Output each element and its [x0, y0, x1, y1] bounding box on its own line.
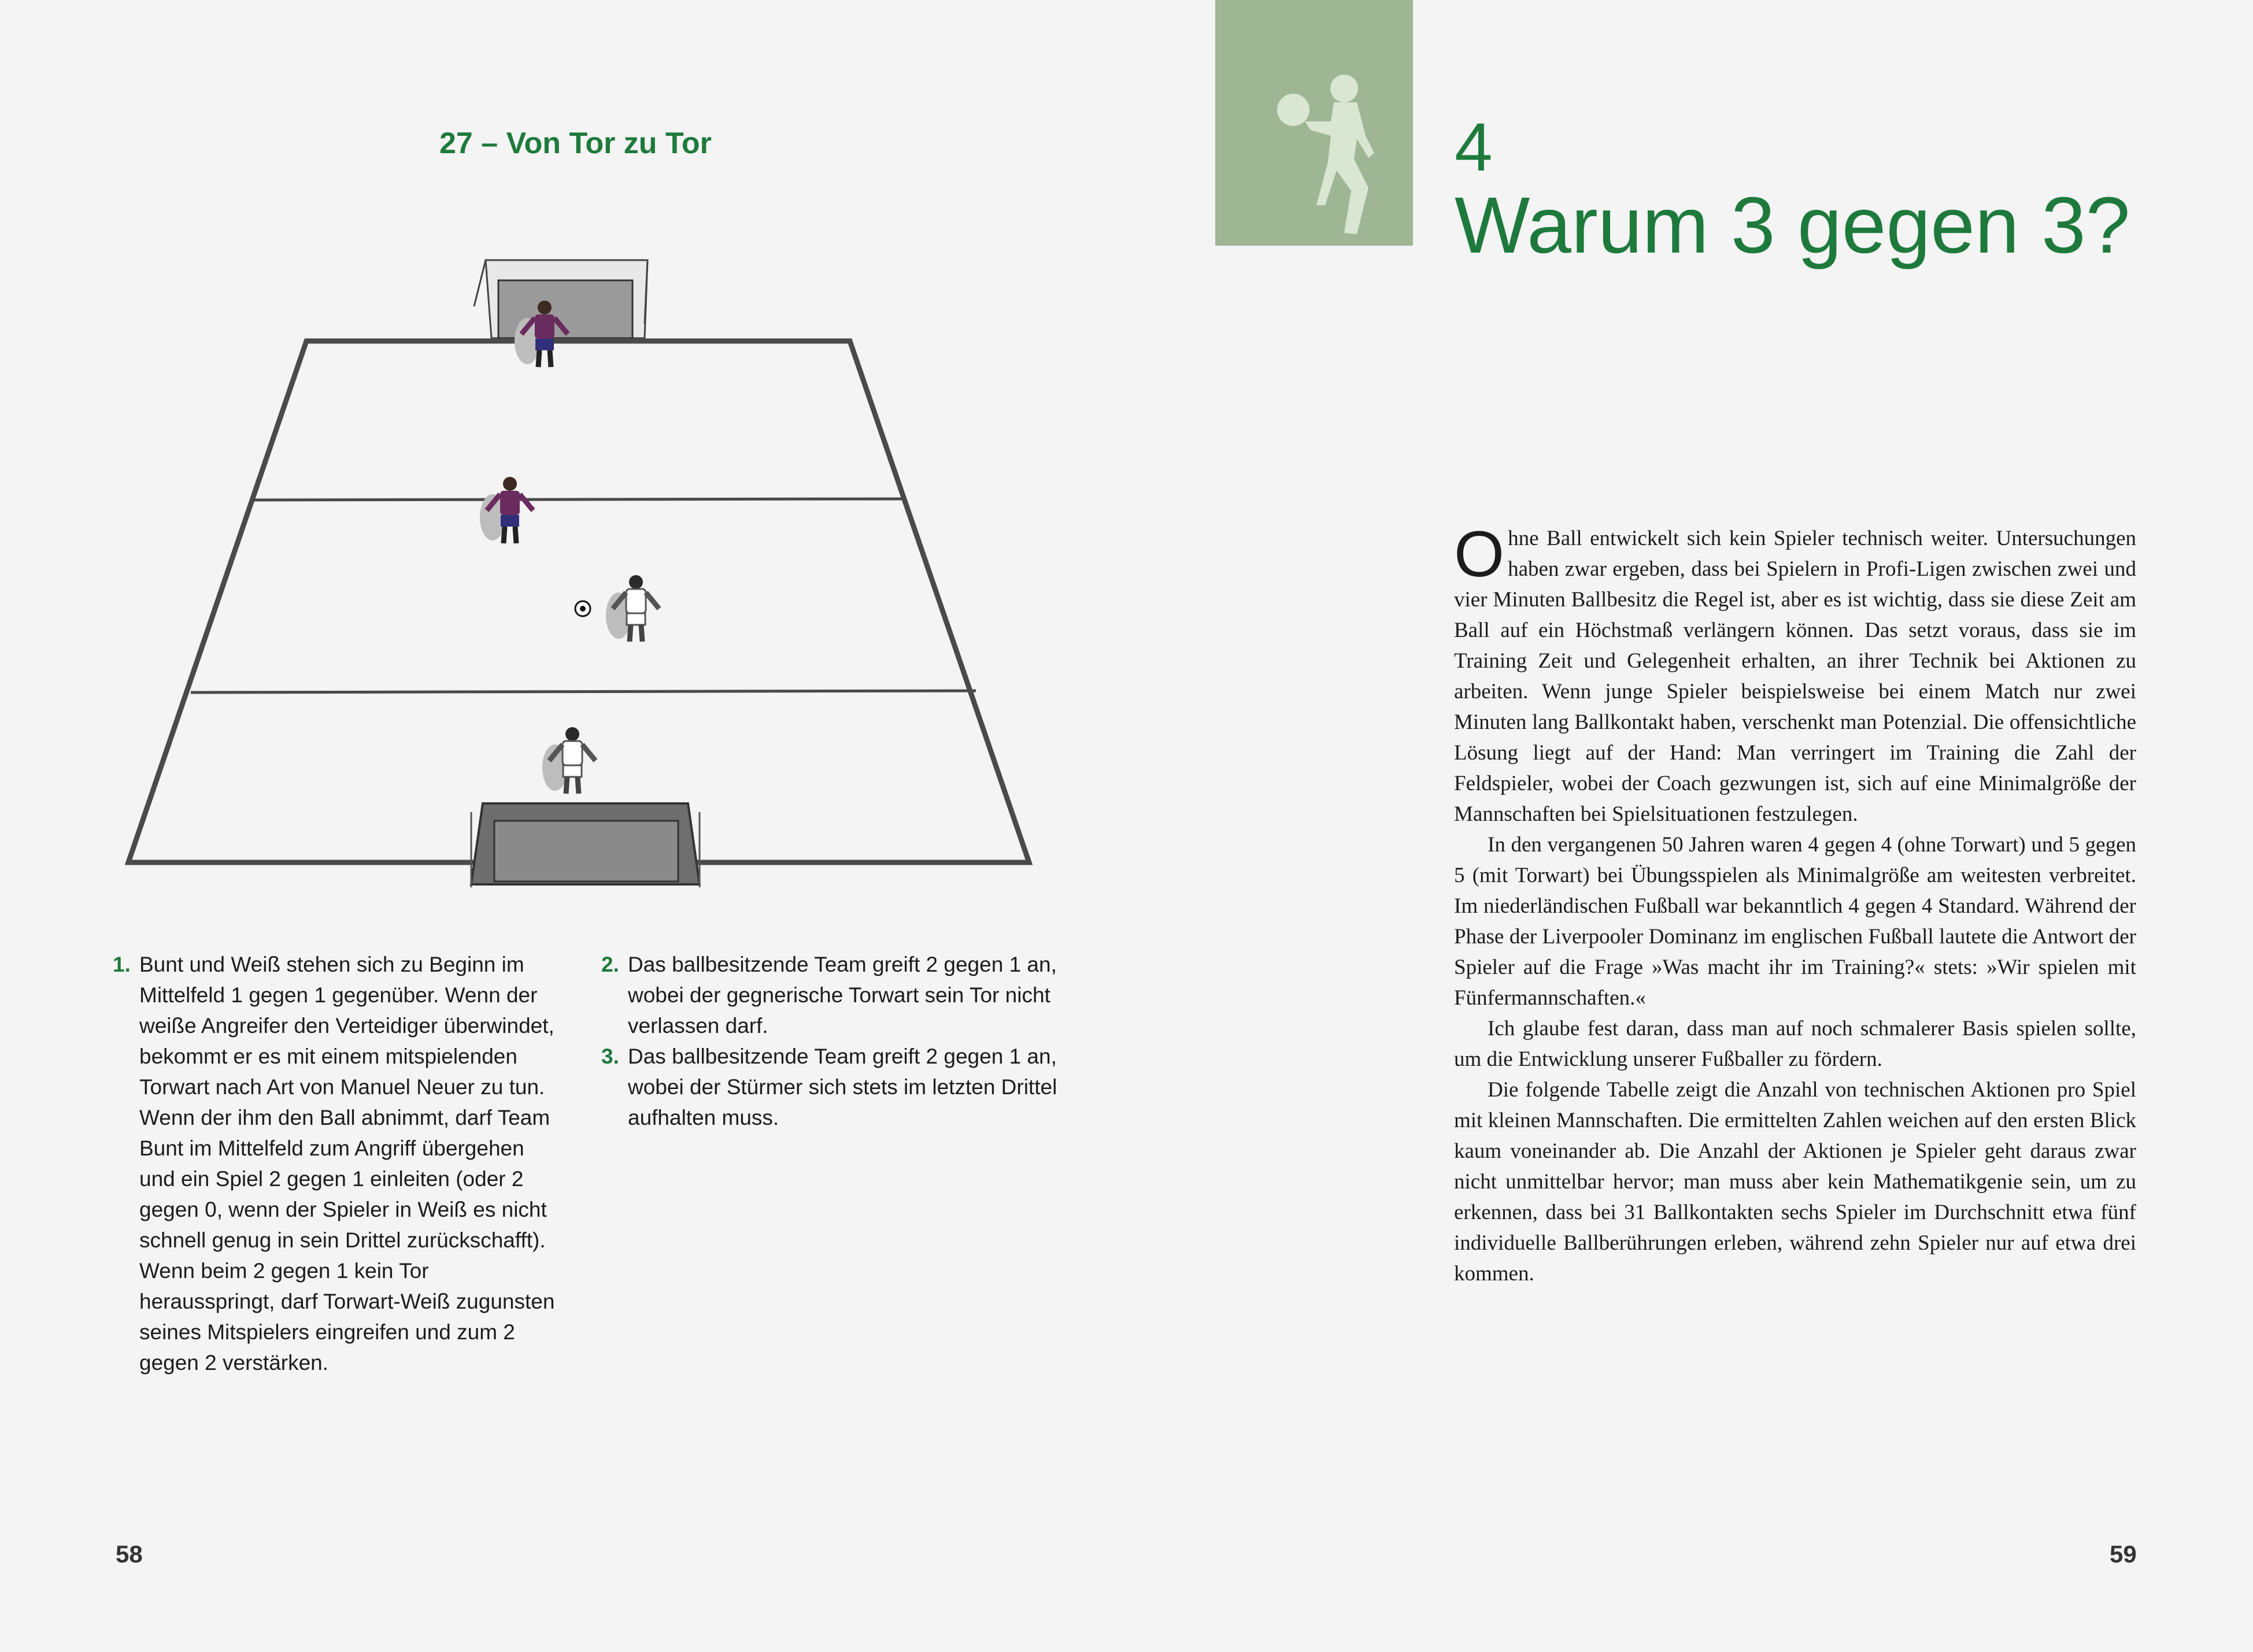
player-bunt-defender — [480, 477, 533, 543]
page-number-right: 59 — [2110, 1540, 2137, 1568]
chapter-title: Warum 3 gegen 3? — [1455, 181, 2130, 270]
player-weiss-goalkeeper — [542, 727, 595, 794]
paragraph-3: Ich glaube fest daran, dass man auf noch schmalerer Basis spielen sollte, um die Entwicklung unserer Fußballer zu fördern. — [1454, 1017, 2136, 1071]
steps-column-2 — [601, 949, 1058, 1133]
step-2 — [601, 949, 1058, 1041]
paragraph-1 — [1454, 518, 2136, 829]
player-weiss-attacker — [606, 575, 659, 642]
pitch-diagram — [110, 243, 1046, 902]
step-text: Das ballbesitzende Team greift 2 gegen 1 an, wobei der Stürmer sich stets im letzten Drittel aufhalten muss. — [628, 1044, 1057, 1129]
exercise-title: 27 – Von Tor zu Tor — [439, 127, 712, 160]
third-line-lower — [191, 691, 976, 692]
steps-column-1 — [113, 949, 561, 1378]
step-3 — [601, 1041, 1058, 1133]
chapter-image-box — [1215, 0, 1413, 246]
ball — [575, 601, 590, 616]
left-page — [0, 0, 1126, 1652]
paragraph-2: In den vergangenen 50 Jahren waren 4 gegen 4 (ohne Torwart) und 5 gegen 5 (mit Torwart) bei Übungsspielen als Minimalgröße am weitesten verbreitet. Im niederländischen Fußball war bekanntlich 4 gegen 4 Standard. Während der Phase der Liverpooler Dominanz im englischen Fußball lautete die Antwort der Spieler auf die Frage »Was macht ihr im Training?« stets: »Wir spielen mit Fünfermannschaften.« — [1454, 833, 2136, 1010]
bottom-goal — [471, 803, 700, 887]
step-text: Bunt und Weiß stehen sich zu Beginn im Mittelfeld 1 gegen 1 gegenüber. Wenn der weiße Angreifer den Verteidiger überwindet, bekommt er es mit einem mitspielenden Torwart nach Art von Manuel Neuer zu tun. Wenn der ihm den Ball abnimmt, darf Team Bunt im Mittelfeld zum Angriff übergehen und ein Spiel 2 gegen 1 einleiten (oder 2 gegen 0, wenn der Spieler in Weiß es nicht schnell genug in sein Drittel zurückschafft). Wenn beim 2 gegen 1 kein Tor herausspringt, darf Torwart-Weiß zugunsten seines Mitspielers eingreifen und zum 2 gegen 2 verstärken. — [139, 953, 555, 1375]
step-number: 2. — [601, 953, 619, 976]
step-number: 3. — [601, 1044, 619, 1068]
chapter-number: 4 — [1455, 109, 1493, 186]
step-text: Das ballbesitzende Team greift 2 gegen 1 an, wobei der gegnerische Torwart sein Tor nicht verlassen darf. — [628, 953, 1057, 1038]
right-page — [1127, 0, 2253, 1652]
paragraph-4: Die folgende Tabelle zeigt die Anzahl von technischen Aktionen pro Spiel mit kleinen Mannschaften. Die ermittelten Zahlen weichen auf den ersten Blick kaum voneinander ab. Die Anzahl der Aktionen je Spieler geht daraus zwar nicht unmittelbar hervor; man muss aber kein Mathematikgenie sein, um zu erkennen, dass bei 31 Ballkontakten sechs Spieler im Durchschnitt etwa fünf individuelle Ballberührungen erleben, während zehn Spieler nur auf etwa drei kommen. — [1454, 1078, 2136, 1286]
step-1 — [113, 949, 561, 1378]
page-number-left: 58 — [116, 1540, 143, 1568]
body-text — [1454, 518, 2136, 1289]
paragraph-1-text: hne Ball entwickelt sich kein Spieler technisch weiter. Untersuchungen haben zwar ergeben, dass bei Spielern in Profi-Ligen zwischen zwei und vier Minuten Ballbesitz die Regel ist, aber es ist wichtig, dass sie diese Zeit am Ball auf ein Höchstmaß verlängern können. Das setzt voraus, dass sie im Training Zeit und Gelegenheit erhalten, an ihrer Technik bei Aktionen zu arbeiten. Wenn junge Spieler beispielsweise bei einem Match nur zwei Minuten lang Ballkontakt haben, verschenkt man Potenzial. Die offensichtliche Lösung liegt auf der Hand: Man verringert im Training die Zahl der Feldspieler, wobei der Coach gezwungen ist, sich auf eine Minimalgröße der Mannschaften bei Spielsituationen festzulegen. — [1454, 527, 2136, 826]
step-number: 1. — [113, 953, 131, 976]
third-line-upper — [251, 499, 907, 500]
dropcap: O — [1454, 518, 1505, 590]
footballer-silhouette-icon — [1270, 66, 1397, 240]
